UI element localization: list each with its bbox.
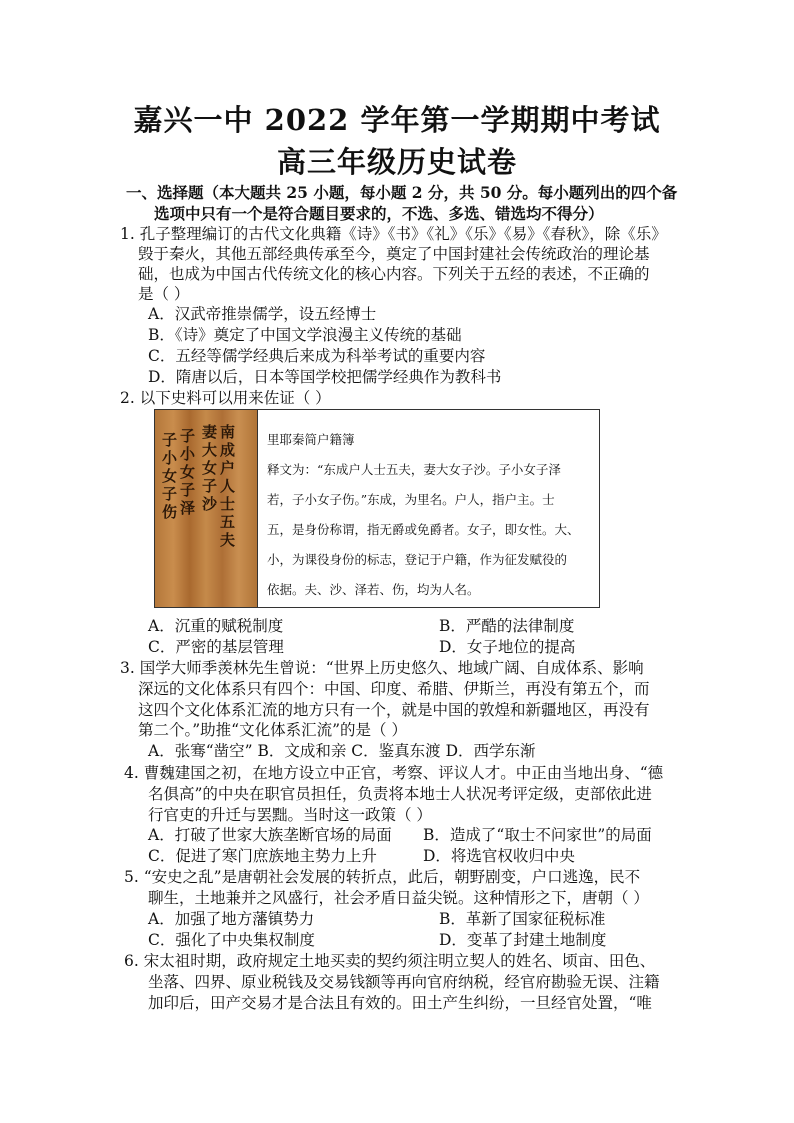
q4-stem-line3: 行官吏的升迁与罢黜。当时这一政策（ ）	[148, 806, 432, 824]
q1-option-c: C．五经等儒学经典后来成为科举考试的重要内容	[148, 347, 486, 365]
caption-line2: 若，子小女子伤。”东成，为里名。户人，指户主。士	[267, 492, 555, 507]
q4-stem-line2: 名俱高”的中央在职官员担任，负责将本地士人状况考评定级，吏部依此进	[148, 785, 652, 803]
caption-title: 里耶秦简户籍簿	[267, 432, 355, 447]
q4-option-a: A．打破了世家大族垄断官场的局面	[148, 826, 392, 844]
slip-text-col4: 子小女子伤	[160, 432, 178, 522]
q2-option-c: C．严密的基层管理	[148, 638, 284, 656]
caption-line3: 五，是身份称谓，指无爵或免爵者。女子，即女性。大、	[267, 522, 580, 537]
q4-option-d: D．将选官权收归中央	[423, 847, 575, 865]
q4-stem-line1: 4. 曹魏建国之初，在地方设立中正官，考察、评议人才。中正由当地出身、“德	[124, 764, 664, 782]
q1-stem-line4: 是（ ）	[138, 285, 190, 303]
q1-option-d: D．隋唐以后，日本等国学校把儒学经典作为教科书	[148, 368, 502, 386]
q1-stem-line1: 1. 孔子整理编订的古代文化典籍《诗》《书》《礼》《乐》《易》《春秋》，除《乐》	[120, 225, 667, 243]
slip-text-col1: 南成户人士五夫	[218, 424, 236, 550]
caption-line4: 小，为课役身份的标志，登记于户籍，作为征发赋役的	[267, 552, 568, 567]
exam-title: 嘉兴一中 2022 学年第一学期期中考试	[133, 103, 661, 137]
q2-option-a: A．沉重的赋税制度	[148, 617, 284, 635]
q5-option-d: D．变革了封建土地制度	[439, 931, 607, 949]
q5-stem-line2: 聊生，土地兼并之风盛行，社会矛盾日益尖锐。这种情形之下，唐朝（ ）	[148, 889, 649, 907]
q6-stem-line3: 加印后，田产交易才是合法且有效的。田土产生纠纷，一旦经官处置，“唯	[148, 994, 652, 1012]
section-heading-line1: 一、选择题（本大题共 25 小题，每小题 2 分，共 50 分。每小题列出的四个备	[126, 183, 678, 202]
q1-option-a: A．汉武帝推崇儒学，设五经博士	[148, 305, 377, 323]
q2-source-table	[154, 409, 600, 608]
q4-option-c: C．促进了寒门庶族地主势力上升	[148, 847, 377, 865]
q1-stem-line3: 础，也成为中国古代传统文化的核心内容。下列关于五经的表述，不正确的	[138, 265, 650, 283]
q5-stem-line1: 5. “安史之乱”是唐朝社会发展的转折点，此后，朝野剧变，户口逃逸，民不	[124, 868, 641, 886]
q5-option-a: A．加强了地方藩镇势力	[148, 910, 315, 928]
q4-option-b: B．造成了“取士不问家世”的局面	[423, 826, 652, 844]
caption-line5: 依据。夫、沙、泽若、伤，均为人名。	[267, 582, 480, 597]
q2-option-b: B．严酷的法律制度	[439, 617, 575, 635]
q1-stem-line2: 毁于秦火，其他五部经典传承至今，奠定了中国封建社会传统政治的理论基	[138, 245, 650, 263]
slip-text-col2: 妻大女子沙	[200, 424, 218, 514]
q6-stem-line2: 坐落、四界、原业税钱及交易钱额等再向官府纳税，经官府勘验无误、注籍	[148, 973, 660, 991]
q1-option-b: B．《诗》奠定了中国文学浪漫主义传统的基础	[148, 326, 462, 344]
q3-stem-line3: 这四个文化体系汇流的地方只有一个，就是中国的敦煌和新疆地区，再没有	[138, 701, 650, 719]
slip-text-col3: 子小女子泽	[178, 428, 196, 518]
q5-option-c: C．强化了中央集权制度	[148, 931, 315, 949]
section-heading-line2: 选项中只有一个是符合题目要求的，不选、多选、错选均不得分）	[154, 204, 604, 223]
q3-stem-line1: 3. 国学大师季羡林先生曾说：“世界上历史悠久、地域广阔、自成体系、影响	[120, 659, 644, 677]
q2-option-d: D．女子地位的提高	[439, 638, 576, 656]
bamboo-slip-image	[155, 410, 258, 607]
exam-subtitle: 高三年级历史试卷	[276, 145, 517, 179]
caption-line1: 释文为：“东成户人士五夫，妻大女子沙。子小女子泽	[267, 462, 561, 477]
q2-stem: 2. 以下史料可以用来佐证（ ）	[120, 389, 331, 407]
q3-options: A．张骞“凿空” B．文成和亲 C．鉴真东渡 D．西学东渐	[148, 742, 536, 760]
q5-option-b: B．革新了国家征税标准	[439, 910, 606, 928]
q3-stem-line2: 深远的文化体系只有四个：中国、印度、希腊、伊斯兰，再没有第五个，而	[138, 680, 650, 698]
q3-stem-line4: 第二个。”助推“文化体系汇流”的是（ ）	[138, 721, 407, 739]
q6-stem-line1: 6. 宋太祖时期，政府规定土地买卖的契约须注明立契人的姓名、顷亩、田色、	[124, 952, 656, 970]
